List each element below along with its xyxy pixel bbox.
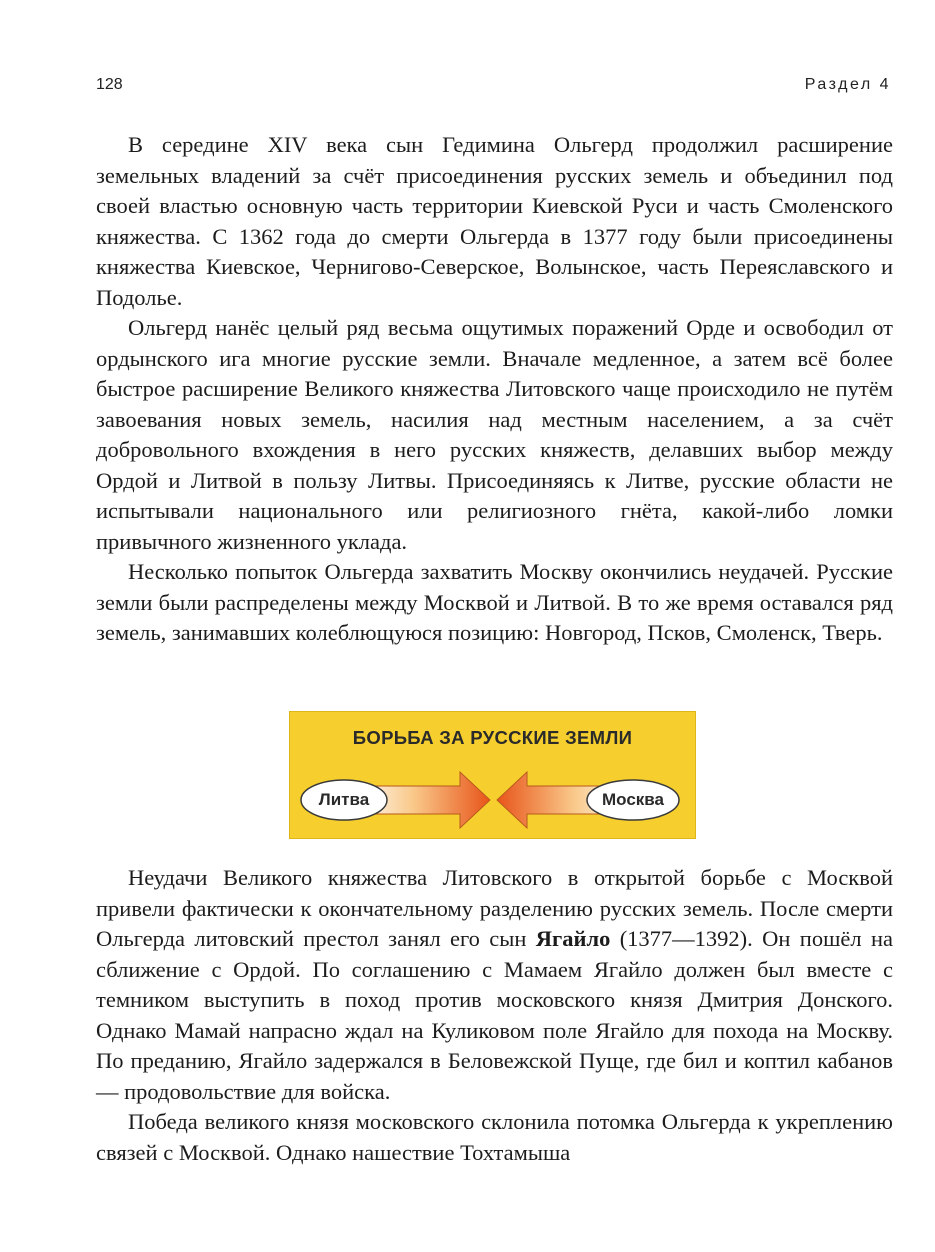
page-header	[96, 74, 891, 102]
diagram-title: БОРЬБА ЗА РУССКИЕ ЗЕМЛИ	[352, 727, 633, 748]
page-number: 128	[96, 76, 123, 93]
paragraph-text: (1377—1392). Он пошёл на сближение с Ордой. По соглашению с Мамаем Ягайло должен был вместе с темником выступить в поход против московского князя Дмитрия Донского. Однако Мамай напрасно ждал на Куликовом поле Ягайло для похода на Москву. По преданию, Ягайло задержался в Беловежской Пуще, где бил и коптил кабанов — продовольствие для войска.	[96, 926, 893, 1104]
paragraph: Несколько попыток Ольгерда захватить Москву окончились неудачей. Русские земли были распределены между Москвой и Литвой. В то же время оставался ряд земель, занимавших колеблющуюся позицию: Новгород, Псков, Смоленск, Тверь.	[96, 559, 893, 645]
moscow-label: Москва	[602, 790, 664, 809]
paragraph-text: Неудачи Великого княжества Литовского в открытой борьбе с Москвой привели фактически к окончательному разделению русских земель. После смерти Ольгерда литовский престол занял его сын	[96, 865, 893, 951]
paragraph: Победа великого князя московского склонила потомка Ольгерда к укреплению связей с Москвой. Однако нашествие Тохтамыша	[96, 1109, 893, 1165]
section-label: Раздел 4	[804, 76, 891, 93]
bold-term: Ягайло	[535, 926, 611, 951]
paragraph: В середине XIV века сын Гедимина Ольгерд продолжил расширение земельных владений за счёт присоединения русских земель и объединил под своей властью основную часть территории Киевской Руси и часть Смоленского княжества. С 1362 года до смерти Ольгерда в 1377 году были присоединены княжества Киевское, Чернигово-Северское, Волынское, часть Переяславского и Подолье.	[96, 132, 893, 310]
body-text-top	[96, 130, 893, 649]
struggle-diagram	[289, 711, 696, 839]
lithuania-label: Литва	[318, 790, 370, 809]
paragraph	[96, 863, 893, 1107]
paragraph: Ольгерд нанёс целый ряд весьма ощутимых поражений Орде и освободил от ордынского ига многие русские земли. Вначале медленное, а затем всё более быстрое расширение Великого княжества Литовского чаще происходило не путём завоевания новых земель, насилия над местным населением, а за счёт добровольного вхождения в него русских княжеств, делавших выбор между Ордой и Литвой в пользу Литвы. Присоединяясь к Литве, русские области не испытывали национального или религиозного гнёта, какой-либо ломки привычного жизненного уклада.	[96, 315, 893, 554]
body-text-bottom	[96, 863, 893, 1168]
diagram-graphic	[290, 712, 697, 840]
